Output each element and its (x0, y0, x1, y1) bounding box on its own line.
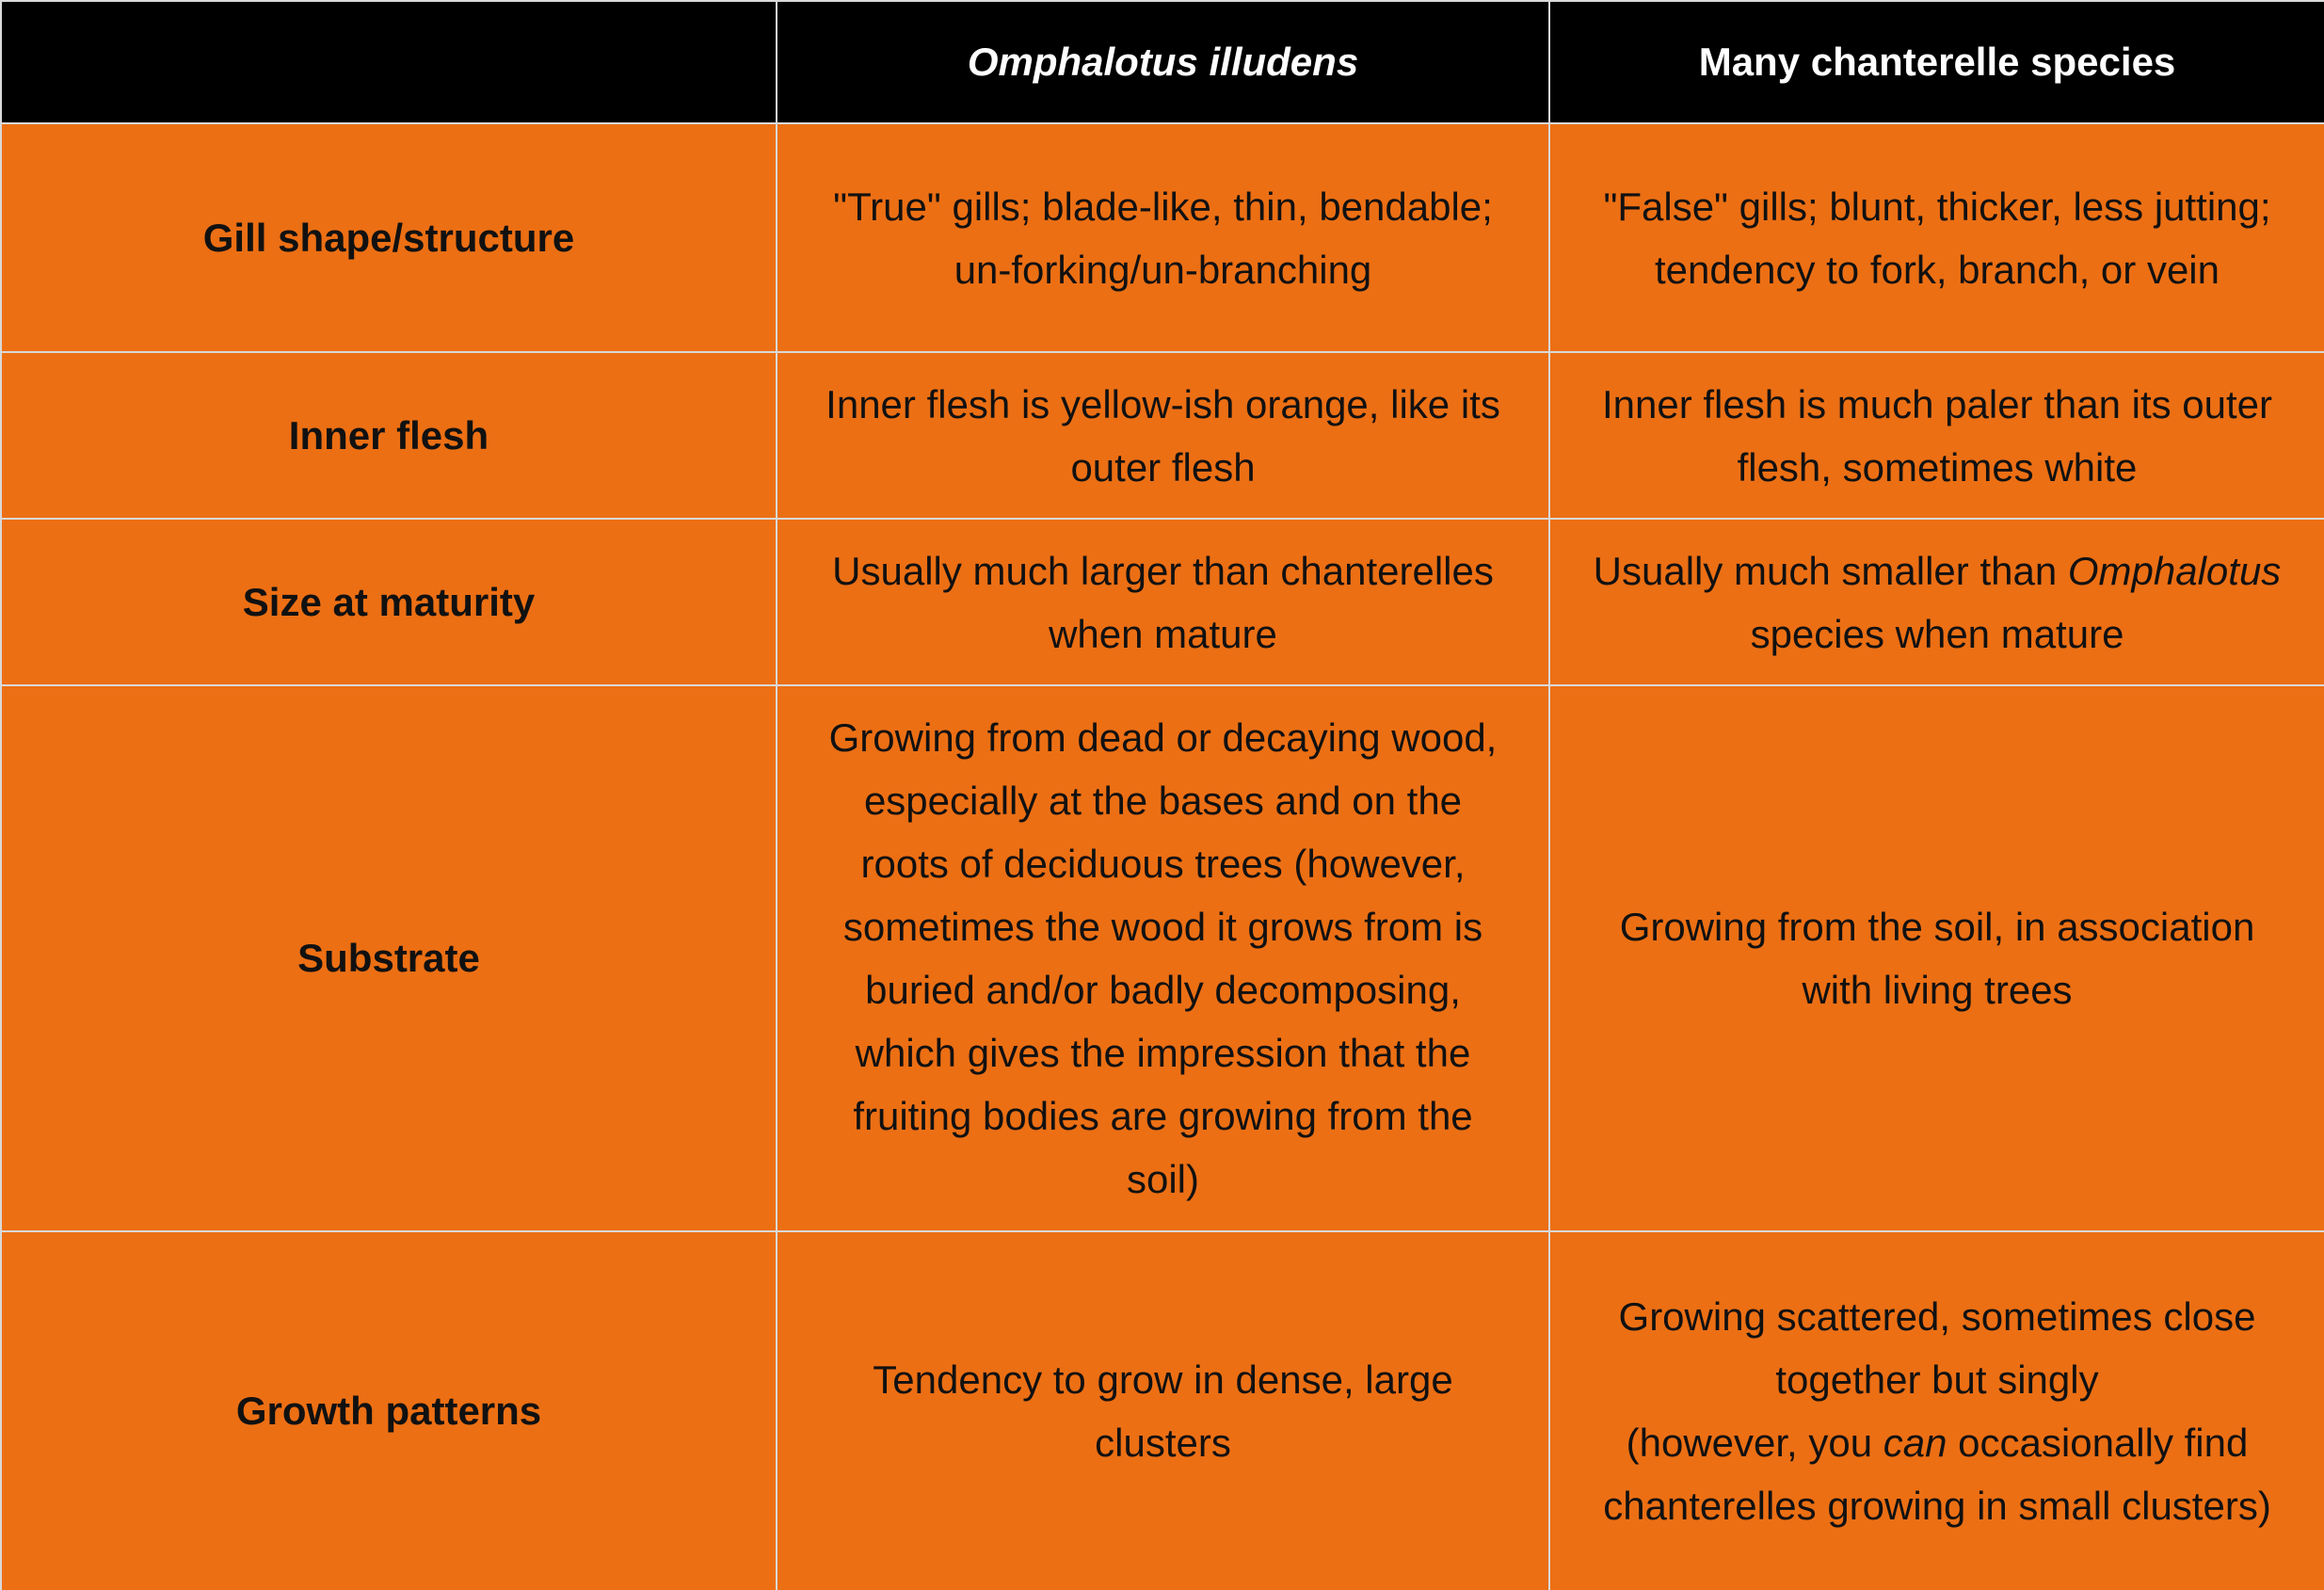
cell-omphalotus: Usually much larger than chanterelles when mature (777, 519, 1549, 685)
cell-chanterelle (1549, 1231, 2324, 1590)
row-label: Inner flesh (1, 352, 777, 519)
row-label: Size at maturity (1, 519, 777, 685)
row-label: Substrate (1, 685, 777, 1231)
cell-text-italic: Omphalotus (2067, 548, 2282, 593)
table-row-inner-flesh (1, 352, 2324, 519)
header-row (1, 1, 2324, 123)
header-cell-empty (1, 1, 777, 123)
table-header (1, 1, 2324, 123)
cell-text-prefix: Usually much smaller than (1593, 548, 2068, 593)
row-label: Gill shape/structure (1, 123, 777, 352)
table-row-size-at-maturity (1, 519, 2324, 685)
header-chanterelle: Many chanterelle species (1549, 1, 2324, 123)
table-row-growth-patterns (1, 1231, 2324, 1590)
cell-text-line1: Growing scattered, sometimes close together but singly (1618, 1294, 2256, 1402)
cell-omphalotus: Growing from dead or decaying wood, especially at the bases and on the roots of deciduous trees (however, sometimes the wood it grows from is buried and/or badly decomposing, which gives the impression that the fruiting bodies are growing from the soil) (777, 685, 1549, 1231)
row-label: Growth patterns (1, 1231, 777, 1590)
table-row-gill-shape (1, 123, 2324, 352)
cell-chanterelle: Growing from the soil, in association with living trees (1549, 685, 2324, 1231)
cell-text-pre: (however, you (1626, 1421, 1883, 1465)
cell-omphalotus: Inner flesh is yellow-ish orange, like its outer flesh (777, 352, 1549, 519)
table-body (1, 123, 2324, 1590)
cell-chanterelle: Inner flesh is much paler than its outer flesh, sometimes white (1549, 352, 2324, 519)
cell-omphalotus: "True" gills; blade-like, thin, bendable; un-forking/un-branching (777, 123, 1549, 352)
cell-omphalotus: Tendency to grow in dense, large clusters (777, 1231, 1549, 1590)
cell-text-italic: can (1883, 1421, 1947, 1465)
cell-chanterelle (1549, 519, 2324, 685)
header-omphalotus: Omphalotus illudens (777, 1, 1549, 123)
cell-chanterelle: "False" gills; blunt, thicker, less jutting; tendency to fork, branch, or vein (1549, 123, 2324, 352)
cell-text-post: occasionally find chanterelles growing in small clusters) (1603, 1421, 2271, 1528)
table-row-substrate (1, 685, 2324, 1231)
cell-text-rest: species when mature (1750, 611, 2124, 656)
